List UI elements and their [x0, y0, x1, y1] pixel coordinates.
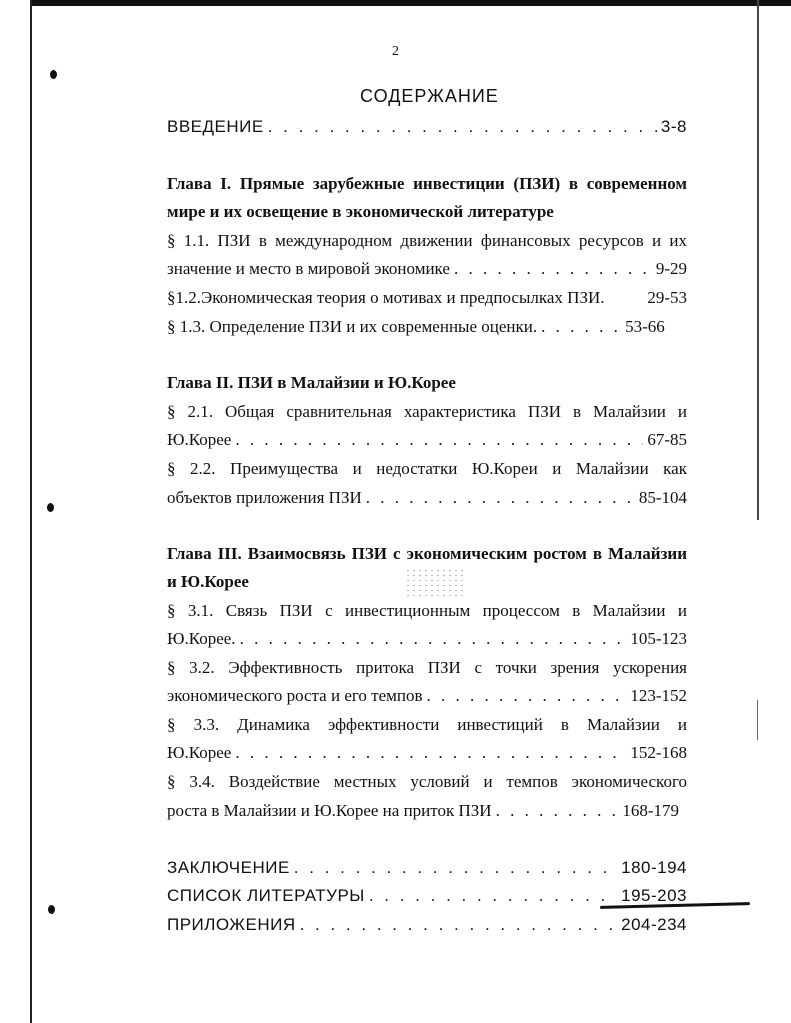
- toc-entry-pages: 180-194: [621, 858, 687, 877]
- toc-entry-2-1-line-1[interactable]: § 2.1. Общая сравнительная характеристика ПЗИ в Малайзии и: [167, 402, 687, 421]
- dot-leader: [496, 800, 619, 822]
- binder-hole-middle: [47, 503, 54, 512]
- toc-title: СОДЕРЖАНИЕ: [360, 86, 499, 106]
- toc-entry-pages: 152-168: [630, 743, 687, 762]
- toc-entry-pages: 123-152: [630, 686, 687, 705]
- toc-entry-label: значение и место в мировой экономике: [167, 259, 450, 278]
- dot-leader: [294, 857, 617, 879]
- toc-entry-label: СПИСОК ЛИТЕРАТУРЫ: [167, 886, 365, 905]
- toc-entry-appendices[interactable]: [167, 914, 687, 936]
- chapter-1-heading-line-1: Глава I. Прямые зарубежные инвестиции (ПЗИ) в современном: [167, 174, 687, 193]
- toc-entry-conclusion[interactable]: [167, 857, 687, 879]
- toc-entry-label: ЗАКЛЮЧЕНИЕ: [167, 858, 290, 877]
- toc-entry-2-2-line-1[interactable]: § 2.2. Преимущества и недостатки Ю.Кореи и Малайзии как: [167, 459, 687, 478]
- toc-entry-3-2[interactable]: [167, 685, 687, 707]
- toc-entry-label: § 1.3. Определение ПЗИ и их современные оценки.: [167, 317, 538, 336]
- toc-entry-1-1[interactable]: [167, 258, 687, 280]
- toc-entry-2-1[interactable]: [167, 429, 687, 451]
- dot-leader: [240, 628, 627, 650]
- toc-entry-label: Ю.Корее: [167, 743, 232, 762]
- dot-leader: [454, 258, 652, 280]
- toc-entry-label: экономического роста и его темпов: [167, 686, 423, 705]
- toc-entry-label: роста в Малайзии и Ю.Корее на приток ПЗИ: [167, 801, 492, 820]
- chapter-3-heading-line-1: Глава III. Взаимосвязь ПЗИ с экономическим ростом в Малайзии: [167, 544, 687, 563]
- dot-leader: [369, 885, 617, 907]
- dot-leader: [300, 914, 618, 936]
- toc-entry-pages: 53-66: [625, 317, 665, 336]
- toc-entry-pages: 195-203: [621, 886, 687, 905]
- toc-entry-2-2[interactable]: [167, 487, 687, 509]
- toc-entry-1-3[interactable]: [167, 316, 687, 338]
- dot-leader: [541, 316, 621, 338]
- chapter-3-heading-line-2: и Ю.Корее: [167, 572, 249, 591]
- dot-leader: [366, 487, 635, 509]
- toc-entry-1-1-line-1[interactable]: § 1.1. ПЗИ в международном движении финансовых ресурсов и их: [167, 231, 687, 250]
- page-number: 2: [392, 44, 399, 59]
- toc-entry-3-3[interactable]: [167, 742, 687, 764]
- dot-leader: [235, 429, 643, 451]
- dot-leader: [427, 685, 627, 707]
- toc-entry-3-4-line-1[interactable]: § 3.4. Воздействие местных условий и темпов экономического: [167, 772, 687, 791]
- toc-entry-pages: 67-85: [647, 430, 687, 449]
- toc-entry-pages: 105-123: [630, 629, 687, 648]
- scan-border-right: [757, 0, 759, 520]
- toc-entry-pages: 204-234: [621, 915, 687, 934]
- toc-entry-3-1-line-1[interactable]: § 3.1. Связь ПЗИ с инвестиционным процессом в Малайзии и: [167, 601, 687, 620]
- toc-entry-pages: 3-8: [660, 117, 687, 136]
- toc-entry-label: ПРИЛОЖЕНИЯ: [167, 915, 296, 934]
- dot-leader: [268, 116, 657, 138]
- toc-entry-3-4[interactable]: [167, 800, 679, 822]
- toc-entry-label: Ю.Корее.: [167, 629, 236, 648]
- scan-border-left: [30, 0, 32, 1023]
- toc-entry-pages: 29-53: [647, 288, 687, 307]
- toc-entry-label: Ю.Корее: [167, 430, 232, 449]
- dot-leader: [235, 742, 626, 764]
- binder-hole-bottom: [48, 905, 55, 914]
- toc-entry-label: §1.2.Экономическая теория о мотивах и предпосылках ПЗИ.: [167, 288, 605, 307]
- toc-entry-1-2[interactable]: [167, 287, 687, 309]
- binder-hole-top: [50, 70, 57, 79]
- toc-entry-references[interactable]: [167, 885, 687, 907]
- toc-entry-pages: 168-179: [622, 801, 679, 820]
- toc-entry-label: объектов приложения ПЗИ: [167, 488, 362, 507]
- toc-entry-pages: 9-29: [655, 259, 687, 278]
- scan-border-top: [30, 0, 791, 6]
- toc-entry-intro[interactable]: [167, 116, 687, 138]
- toc-entry-pages: 85-104: [638, 488, 687, 507]
- toc-entry-3-2-line-1[interactable]: § 3.2. Эффективность притока ПЗИ с точки зрения ускорения: [167, 658, 687, 677]
- toc-entry-label: ВВЕДЕНИЕ: [167, 117, 264, 136]
- chapter-1-heading-line-2: мире и их освещение в экономической литературе: [167, 202, 554, 221]
- toc-entry-3-3-line-1[interactable]: § 3.3. Динамика эффективности инвестиций в Малайзии и: [167, 715, 687, 734]
- scan-border-right-fragment: [757, 700, 758, 740]
- chapter-2-heading: Глава II. ПЗИ в Малайзии и Ю.Корее: [167, 373, 456, 392]
- toc-entry-3-1[interactable]: [167, 628, 687, 650]
